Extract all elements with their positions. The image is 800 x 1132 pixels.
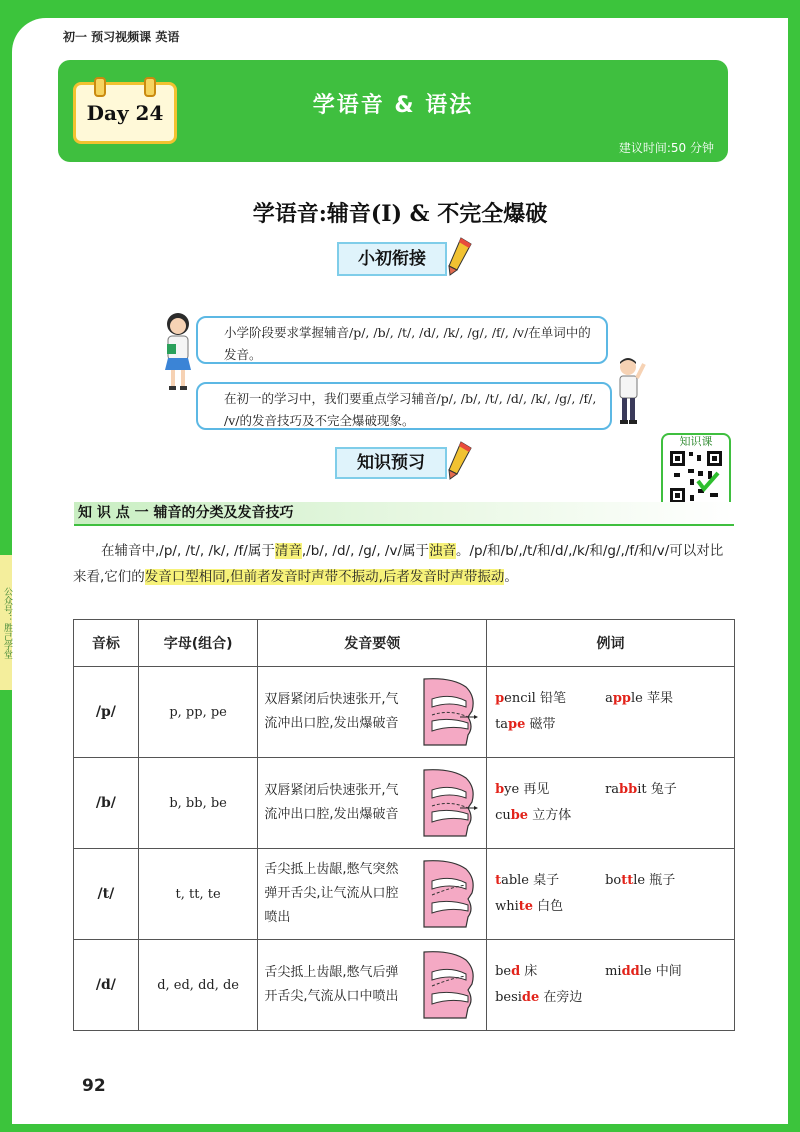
example-word bbox=[495, 777, 605, 803]
word-part: ye 再见 bbox=[504, 782, 550, 797]
phonetic-symbol: /p/ bbox=[74, 667, 139, 758]
example-word bbox=[495, 894, 605, 920]
day-card bbox=[73, 82, 177, 144]
suggested-time: 建议时间:50 分钟 bbox=[618, 141, 714, 155]
word-part: 立方体 bbox=[528, 808, 572, 823]
col-header-tips: 发音要领 bbox=[258, 620, 487, 667]
example-words bbox=[487, 758, 735, 849]
page-title: 学语音:辅音(I) & 不完全爆破 bbox=[252, 201, 548, 227]
table-row bbox=[74, 849, 735, 940]
example-words bbox=[487, 667, 735, 758]
example-word bbox=[605, 777, 715, 803]
word-key-letters: p bbox=[495, 691, 505, 706]
word-part: 白色 bbox=[533, 899, 564, 914]
word-part: 在旁边 bbox=[539, 990, 583, 1005]
qr-top-label: 知识课 bbox=[679, 435, 713, 448]
tip-cell bbox=[258, 667, 487, 758]
para-text: 在辅音中,/p/, /t/, /k/, /f/属于 bbox=[101, 543, 275, 559]
word-part: le 瓶子 bbox=[633, 873, 676, 888]
tip-cell bbox=[258, 758, 487, 849]
tip-cell bbox=[258, 849, 487, 940]
letter-combos: t, tt, te bbox=[138, 849, 258, 940]
word-part: it 兔子 bbox=[637, 782, 677, 797]
example-word bbox=[495, 712, 605, 738]
binder-ring-icon bbox=[144, 77, 156, 97]
word-part: le 中间 bbox=[639, 964, 682, 979]
tag-transition: 小初衔接 bbox=[337, 242, 447, 276]
word-key-letters: b bbox=[495, 782, 505, 797]
tag-preview: 知识预习 bbox=[335, 447, 447, 479]
word-key-letters: d bbox=[511, 964, 521, 979]
letter-combos: b, bb, be bbox=[138, 758, 258, 849]
page-number: 92 bbox=[82, 1076, 106, 1096]
para-text: ,/b/, /d/, /g/, /v/属于 bbox=[301, 543, 429, 559]
word-part: able 桌子 bbox=[501, 873, 560, 888]
word-key-letters: bb bbox=[619, 782, 638, 797]
speech-bubble-primary: 小学阶段要求掌握辅音/p/, /b/, /t/, /d/, /k/, /g/, /f/, /v/在单词中的发音。 bbox=[196, 316, 608, 364]
word-key-letters: te bbox=[518, 899, 534, 914]
pronunciation-tip: 舌尖抵上齿龈,憋气后弹开舌尖,气流从口中喷出 bbox=[264, 965, 399, 1004]
letter-combos: d, ed, dd, de bbox=[138, 940, 258, 1031]
table-row bbox=[74, 940, 735, 1031]
letter-combos: p, pp, pe bbox=[138, 667, 258, 758]
section-divider bbox=[74, 524, 734, 526]
word-part: cu bbox=[495, 808, 511, 823]
side-watermark-strip: 公众号：胜己学堂 bbox=[0, 555, 12, 690]
day-label: Day 24 bbox=[86, 101, 164, 125]
example-word bbox=[495, 985, 605, 1011]
example-word bbox=[605, 686, 715, 712]
word-part: 床 bbox=[520, 964, 538, 979]
tip-cell bbox=[258, 940, 487, 1031]
speech-bubble-junior: 在初一的学习中，我们要重点学习辅音/p/, /b/, /t/, /d/, /k/, /g/, /f/, /v/的发音技巧及不完全爆破现象。 bbox=[196, 382, 612, 430]
banner-title: 学语音 & 语法 bbox=[312, 93, 474, 118]
phonetic-symbol: /t/ bbox=[74, 849, 139, 940]
phonics-table bbox=[73, 619, 735, 1031]
pencil-icon bbox=[447, 236, 473, 276]
word-part: encil 铅笔 bbox=[504, 691, 566, 706]
example-word bbox=[605, 959, 715, 985]
example-word bbox=[495, 959, 605, 985]
para-highlight: 清音 bbox=[274, 543, 302, 559]
col-header-symbol: 音标 bbox=[74, 620, 139, 667]
word-part: le 苹果 bbox=[631, 691, 673, 706]
example-word bbox=[495, 686, 605, 712]
pronunciation-tip: 双唇紧闭后快速张开,气流冲出口腔,发出爆破音 bbox=[264, 692, 399, 731]
word-part: ra bbox=[605, 782, 620, 797]
girl-student-icon bbox=[158, 310, 198, 392]
word-key-letters: pe bbox=[508, 717, 526, 732]
para-highlight: 浊音 bbox=[428, 543, 456, 559]
binder-ring-icon bbox=[94, 77, 106, 97]
word-part: a bbox=[605, 691, 613, 706]
running-head: 初一 预习视频课 英语 bbox=[63, 30, 180, 44]
example-word bbox=[495, 868, 605, 894]
word-key-letters: de bbox=[521, 990, 540, 1005]
example-word bbox=[495, 803, 605, 829]
pronunciation-tip: 舌尖抵上齿龈,憋气突然弹开舌尖,让气流从口腔喷出 bbox=[264, 862, 399, 925]
word-part: whi bbox=[495, 899, 519, 914]
word-part: ta bbox=[495, 717, 509, 732]
phonetic-symbol: /d/ bbox=[74, 940, 139, 1031]
boy-student-icon bbox=[612, 356, 648, 426]
word-part: be bbox=[495, 964, 512, 979]
col-header-letters: 字母(组合) bbox=[138, 620, 258, 667]
word-key-letters: tt bbox=[621, 873, 634, 888]
mouth-diagram-icon bbox=[422, 950, 478, 1020]
table-row bbox=[74, 667, 735, 758]
section-heading: 知 识 点 一 辅音的分类及发音技巧 bbox=[74, 502, 734, 524]
qr-code-icon[interactable] bbox=[668, 449, 724, 505]
col-header-examples: 例词 bbox=[487, 620, 735, 667]
word-part: bo bbox=[605, 873, 622, 888]
word-key-letters: dd bbox=[621, 964, 640, 979]
pencil-icon bbox=[447, 440, 473, 480]
word-part: besi bbox=[495, 990, 522, 1005]
word-key-letters: pp bbox=[612, 691, 632, 706]
word-part: mi bbox=[605, 964, 622, 979]
mouth-diagram-icon bbox=[422, 677, 478, 747]
word-key-letters: t bbox=[495, 873, 502, 888]
para-text: 。 bbox=[504, 569, 518, 585]
mouth-diagram-icon bbox=[422, 768, 478, 838]
mouth-diagram-icon bbox=[422, 859, 478, 929]
pronunciation-tip: 双唇紧闭后快速张开,气流冲出口腔,发出爆破音 bbox=[264, 783, 399, 822]
example-words bbox=[487, 940, 735, 1031]
word-part: 磁带 bbox=[525, 717, 556, 732]
word-key-letters: be bbox=[510, 808, 529, 823]
phonetic-symbol: /b/ bbox=[74, 758, 139, 849]
para-text: 。/p/和/b/,/t/和/d/,/k/和/g/,/f/和/v/可以对比来看,它们的 bbox=[73, 543, 724, 585]
table-row bbox=[74, 758, 735, 849]
example-words bbox=[487, 849, 735, 940]
intro-paragraph bbox=[73, 538, 735, 590]
para-highlight: 发音口型相同,但前者发音时声带不振动,后者发音时声带振动 bbox=[144, 569, 505, 585]
table-header-row bbox=[74, 620, 735, 667]
example-word bbox=[605, 868, 715, 894]
